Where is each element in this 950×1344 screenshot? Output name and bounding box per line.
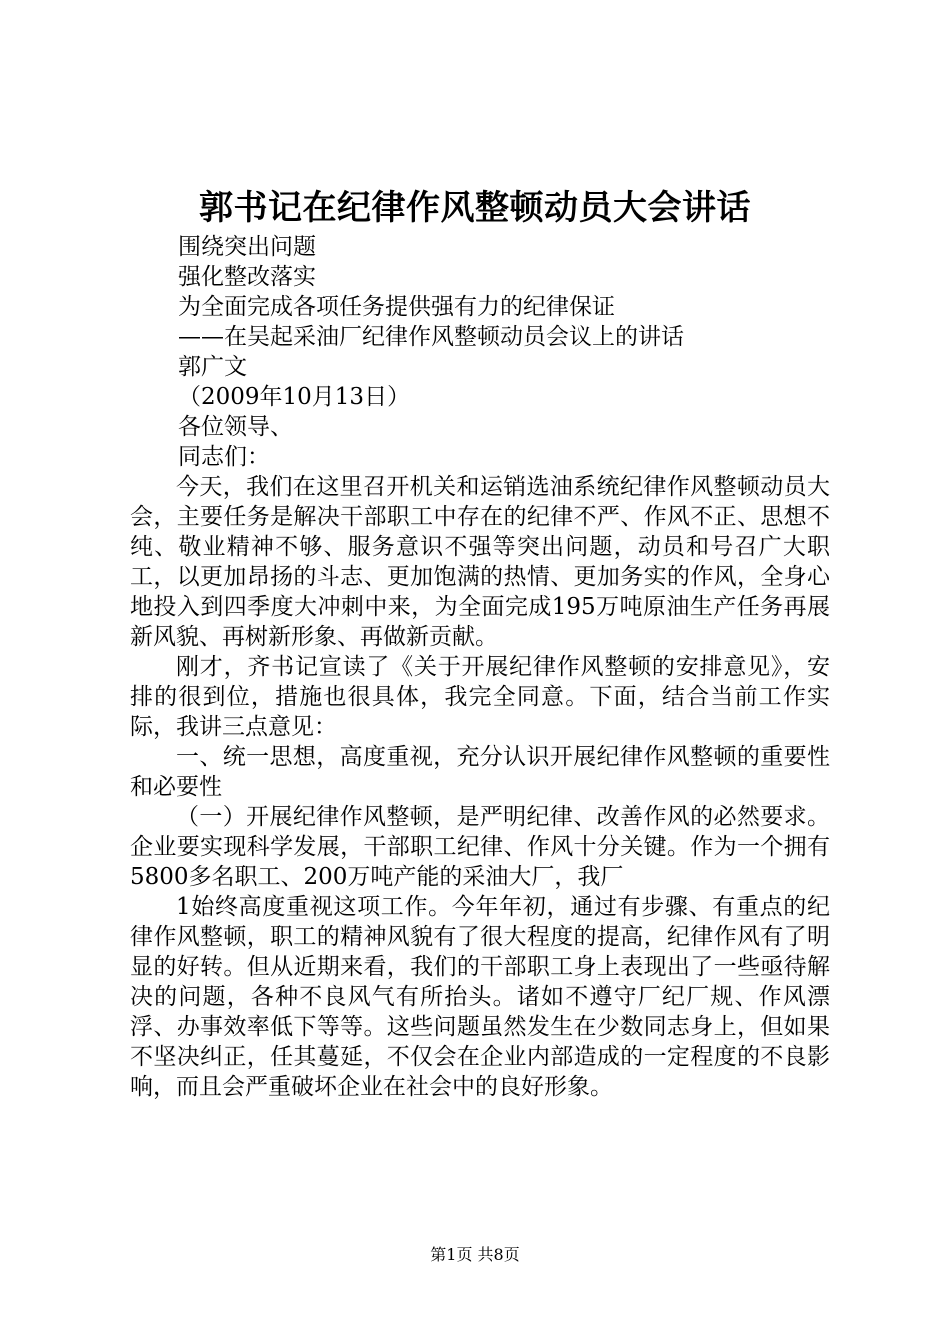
section-heading-1: 一、统一思想，高度重视，充分认识开展纪律作风整顿的重要性和必要性 bbox=[130, 744, 830, 800]
page-number-footer: 第1页 共8页 bbox=[430, 1245, 520, 1264]
header-line-subtitle: ——在吴起采油厂纪律作风整顿动员会议上的讲话 bbox=[178, 324, 684, 350]
header-line-date: （2009年10月13日） bbox=[178, 384, 411, 410]
paragraph-opening: 今天，我们在这里召开机关和运销选油系统纪律作风整顿动员大会，主要任务是解决干部职工中存在的纪律不严、作风不正、思想不纯、敬业精神不够、服务意识不强等突出问题，动员和号召广大职工，以更加昂扬的斗志、更加饱满的热情、更加务实的作风，全身心地投入到四季度大冲刺中来，为全面完成195万吨原油生产任务再展新风貌、再树新形象、再做新贡献。 bbox=[130, 474, 830, 650]
document-title: 郭书记在纪律作风整顿动员大会讲话 bbox=[199, 188, 751, 228]
header-line-topic-2: 强化整改落实 bbox=[178, 264, 316, 290]
paragraph-agreement: 刚才，齐书记宣读了《关于开展纪律作风整顿的安排意见》，安排的很到位，措施也很具体，我完全同意。下面，结合当前工作实际，我讲三点意见： bbox=[130, 654, 830, 740]
paragraph-subsection-1: （一）开展纪律作风整顿，是严明纪律、改善作风的必然要求。企业要实现科学发展，干部职工纪律、作风十分关键。作为一个拥有5800多名职工、200万吨产能的采油大厂，我厂 bbox=[130, 804, 830, 890]
salutation-line-1: 各位领导、 bbox=[178, 414, 293, 440]
document-body bbox=[130, 232, 830, 1102]
header-line-topic-1: 围绕突出问题 bbox=[178, 234, 316, 260]
paragraph-continuation: 1始终高度重视这项工作。今年年初，通过有步骤、有重点的纪律作风整顿，职工的精神风貌有了很大程度的提高，纪律作风有了明显的好转。但从近期来看，我们的干部职工身上表现出了一些亟待解决的问题，各种不良风气有所抬头。诸如不遵守厂纪厂规、作风漂浮、办事效率低下等等。这些问题虽然发生在少数同志身上，但如果不坚决纠正，任其蔓延，不仅会在企业内部造成的一定程度的不良影响，而且会严重破坏企业在社会中的良好形象。 bbox=[130, 894, 830, 1100]
header-line-author: 郭广文 bbox=[178, 354, 247, 380]
header-line-topic-3: 为全面完成各项任务提供强有力的纪律保证 bbox=[178, 294, 615, 320]
salutation-line-2: 同志们： bbox=[178, 444, 270, 470]
